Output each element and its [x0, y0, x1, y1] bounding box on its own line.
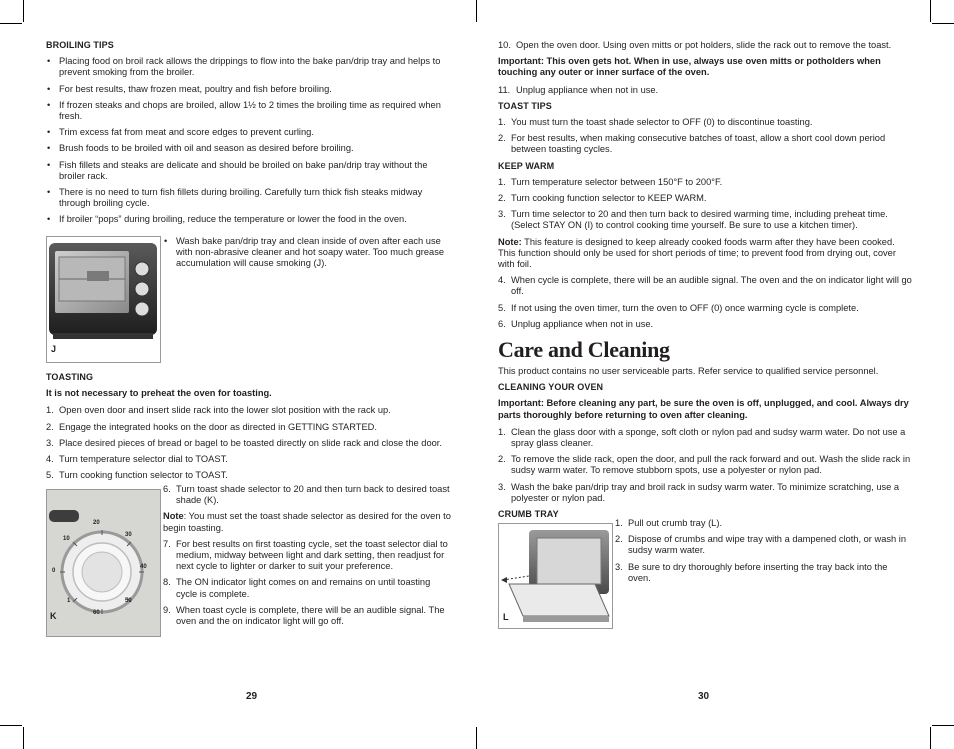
crop-mark [932, 23, 954, 24]
list-item: • If frozen steaks and chops are broiled, allow 1½ to 2 times the broiling time as required when fresh. [46, 100, 450, 122]
important-hot-warning: Important: This oven gets hot. When in use, always use oven mitts or potholders when touching any outer or inner surface of the oven. [498, 56, 881, 78]
step-number: 1. [498, 117, 506, 128]
center-crop-mark [476, 0, 477, 22]
step-text: Turn toast shade selector to 20 and then turn back to desired toast shade (K). [176, 484, 450, 506]
broiling-tips-list [46, 56, 450, 225]
list-item [498, 454, 912, 476]
crumb-tray-heading: CRUMB TRAY [498, 509, 559, 520]
center-crop-mark [476, 727, 477, 749]
figure-l-crumb-tray-image [498, 523, 613, 629]
step-number: 4. [46, 454, 54, 465]
list-item [46, 405, 450, 416]
list-item: • If broiler “pops” during broiling, reduce the temperature or lower the food in the oven. [46, 214, 450, 225]
step-text: Unplug appliance when not in use. [516, 84, 659, 95]
step-text: Place desired pieces of bread or bagel to be toasted directly on slide rack and close the door. [59, 437, 442, 448]
step-number: 7. [163, 538, 171, 549]
step-number: 2. [498, 193, 506, 204]
step-text: When toast cycle is complete, there will be an audible signal. The oven and the on indicator light will go off. [176, 604, 445, 627]
crop-mark [932, 725, 954, 726]
list-item [615, 518, 911, 529]
toasting-steps-list-d [498, 40, 912, 51]
note-label: Note: [498, 236, 522, 247]
step-number: 3. [46, 437, 54, 448]
step-text: Turn cooking function selector to KEEP WARM. [511, 193, 707, 204]
cleaning-steps-list [498, 427, 912, 504]
step-text: Turn cooking function selector to TOAST. [59, 470, 228, 481]
step-text: To remove the slide rack, open the door, and pull the rack forward and out. Wash the slide rack in sudsy warm water. To remove stubborn spots, use a polyester or nylon pad. [511, 454, 911, 476]
crumb-tray-illustration [499, 524, 612, 628]
step-text: Clean the glass door with a sponge, soft cloth or nylon pad and sudsy warm water. Do not use a spray glass cleaner. [511, 426, 906, 449]
list-item [498, 319, 912, 330]
list-item [498, 177, 912, 188]
step-number: 2. [498, 133, 506, 144]
step-text: Wash the bake pan/drip tray and broil rack in sudsy warm water. To minimize scratching, use a polyester or nylon pad. [511, 481, 900, 503]
step-number: 3. [498, 481, 506, 492]
dial-number: 30 [125, 532, 132, 538]
toast-tips-heading: TOAST TIPS [498, 100, 552, 111]
step-number: 2. [615, 534, 623, 545]
list-item: • Brush foods to be broiled with oil and season as desired before broiling. [46, 143, 450, 154]
wash-tip-block [163, 236, 453, 275]
crop-mark [23, 0, 24, 22]
list-item [615, 534, 911, 556]
figure-k-label: K [50, 611, 57, 621]
list-item [615, 562, 911, 584]
crop-mark [0, 23, 22, 24]
step-number: 10. [498, 40, 511, 50]
list-item [498, 275, 912, 297]
figure-k-dial-image [46, 489, 161, 637]
note-text: : You must set the toast shade selector as desired for the oven to begin toasting. [163, 511, 451, 533]
step-number: 5. [498, 302, 506, 313]
crumb-tray-steps [615, 518, 911, 589]
list-item: • For best results, thaw frozen meat, poultry and fish before broiling. [46, 84, 450, 95]
list-item: • Placing food on broil rack allows the drippings to flow into the bake pan/drip tray and helps to prevent smoking from the broiler. [46, 56, 450, 78]
note-label: Note [163, 511, 184, 522]
list-item [498, 427, 912, 449]
step-number: 3. [615, 561, 623, 572]
note-paragraph [163, 511, 453, 533]
toast-dial-illustration [47, 490, 160, 636]
step-text: Be sure to dry thoroughly before inserting the tray back into the oven. [628, 561, 888, 583]
list-item [498, 40, 912, 51]
dial-number: 50 [125, 598, 132, 604]
list-item [498, 303, 912, 314]
list-item: • There is no need to turn fish fillets during broiling. Carefully turn thick fish steaks midway through broiling cycle. [46, 187, 450, 209]
step-number: 9. [163, 604, 171, 615]
step-number: 1. [615, 518, 623, 528]
page-number-left: 29 [246, 691, 258, 702]
cleaning-heading: CLEANING YOUR OVEN [498, 382, 604, 393]
note-text: This feature is designed to keep already cooked foods warm after they have been cooked. This function should only be used for short periods of time; to prevent food from drying out, cover with foil. [498, 236, 896, 270]
toasting-steps-list [46, 405, 450, 481]
step-text: You must turn the toast shade selector to OFF (0) to discontinue toasting. [511, 117, 813, 128]
step-number: 8. [163, 577, 171, 588]
list-item [163, 577, 453, 599]
list-item [498, 117, 912, 128]
list-item [498, 193, 912, 204]
left-page [46, 40, 450, 231]
list-item [498, 85, 912, 96]
step-number: 1. [46, 405, 54, 416]
crumb-steps-list [615, 518, 911, 584]
step-text: For best results on first toasting cycle, set the toast selector dial to medium, midway between light and dark setting, then readjust for next cycle to lighter or darker to suit your preference. [176, 538, 448, 572]
list-item: • Trim excess fat from meat and score edges to prevent curling. [46, 127, 450, 138]
dial-number: 20 [93, 520, 100, 526]
step-text: Turn temperature selector between 150°F to 200°F. [511, 176, 723, 187]
wash-tip-text: Wash bake pan/drip tray and clean inside of oven after each use with non-abrasive cleaner and hot soapy water. Too much grease accumulation will cause smoking (J). [176, 236, 445, 269]
step-number: 2. [46, 421, 54, 432]
step-text: Dispose of crumbs and wipe tray with a dampened cloth, or wash in sudsy warm water. [628, 534, 907, 556]
toasting-section [46, 372, 450, 486]
step-text: Pull out crumb tray (L). [628, 518, 723, 528]
step-text: Turn time selector to 20 and then turn back to desired warming time, including preheat time. (Select STAY ON (I) to control cooking time yourself. Be sure to use a kitchen timer). [511, 209, 888, 231]
step-text: Unplug appliance when not in use. [511, 318, 654, 329]
care-intro: This product contains no user serviceable parts. Refer service to qualified service personnel. [498, 366, 879, 377]
wash-tip-list [163, 236, 453, 270]
step-number: 4. [498, 275, 506, 286]
figure-j-oven-image [46, 236, 161, 363]
list-item [163, 484, 453, 506]
step-text: For best results, when making consecutive batches of toast, allow a short cool down period between toasting cycles. [511, 133, 886, 155]
step-text: If not using the oven timer, turn the oven to OFF (0) once warming cycle is complete. [511, 302, 859, 313]
list-item [46, 470, 450, 481]
dial-number: 1 [67, 598, 71, 604]
crop-mark [23, 727, 24, 749]
toaster-oven-illustration [47, 237, 160, 362]
step-text: The ON indicator light comes on and remains on until toasting cycle is complete. [176, 577, 431, 599]
dial-number: 40 [140, 564, 147, 570]
step-number: 5. [46, 470, 54, 481]
dial-number: 60 [93, 610, 100, 616]
toasting-steps-list-e [498, 85, 912, 96]
figure-l-label: L [503, 612, 509, 622]
list-item [46, 422, 450, 433]
list-item: • Fish fillets and steaks are delicate and should be broiled on bake pan/drip tray without the broiler rack. [46, 160, 450, 182]
crop-mark [0, 725, 22, 726]
page-number-right: 30 [698, 691, 710, 702]
toasting-steps-list-c [163, 539, 453, 627]
keep-warm-list-b [498, 275, 912, 330]
keep-warm-list [498, 177, 912, 232]
toasting-steps-continued [163, 484, 453, 632]
keep-warm-note [498, 237, 912, 271]
step-text: Turn temperature selector dial to TOAST. [59, 454, 228, 465]
list-item [498, 482, 912, 504]
keep-warm-heading: KEEP WARM [498, 160, 555, 171]
step-text: Open oven door and insert slide rack into the lower slot position with the rack up. [59, 405, 391, 416]
list-item [163, 539, 453, 573]
list-item [46, 454, 450, 465]
toast-tips-list [498, 117, 912, 156]
figure-j-label: J [51, 344, 57, 354]
toasting-steps-list-b [163, 484, 453, 506]
right-page [498, 40, 912, 525]
list-item [498, 209, 912, 231]
crop-mark [930, 727, 931, 749]
step-number: 2. [498, 454, 506, 465]
dial-number: 0 [52, 568, 56, 574]
list-item [163, 605, 453, 627]
step-text: Open the oven door. Using oven mitts or pot holders, slide the rack out to remove the toast. [516, 40, 892, 50]
step-number: 6. [163, 484, 171, 494]
step-text: Engage the integrated hooks on the door as directed in GETTING STARTED. [59, 421, 377, 432]
step-text: When cycle is complete, there will be an audible signal. The oven and the on indicator light will go off. [511, 275, 912, 297]
crop-mark [930, 0, 931, 22]
important-cleaning-warning: Important: Before cleaning any part, be sure the oven is off, unplugged, and cool. Always dry parts thoroughly before returning to oven after cleaning. [498, 398, 909, 420]
list-item [498, 133, 912, 155]
broiling-tips-heading: BROILING TIPS [46, 40, 114, 50]
step-number: 6. [498, 318, 506, 329]
toasting-heading: TOASTING [46, 372, 94, 382]
step-number: 1. [498, 176, 506, 187]
step-number: 1. [498, 426, 506, 437]
step-number: 3. [498, 209, 506, 220]
list-item [163, 236, 453, 270]
care-and-cleaning-title: Care and Cleaning [498, 337, 670, 363]
list-item [46, 438, 450, 449]
step-number: 11. [498, 84, 511, 95]
dial-number: 10 [63, 536, 70, 542]
toasting-note: It is not necessary to preheat the oven for toasting. [46, 388, 272, 399]
